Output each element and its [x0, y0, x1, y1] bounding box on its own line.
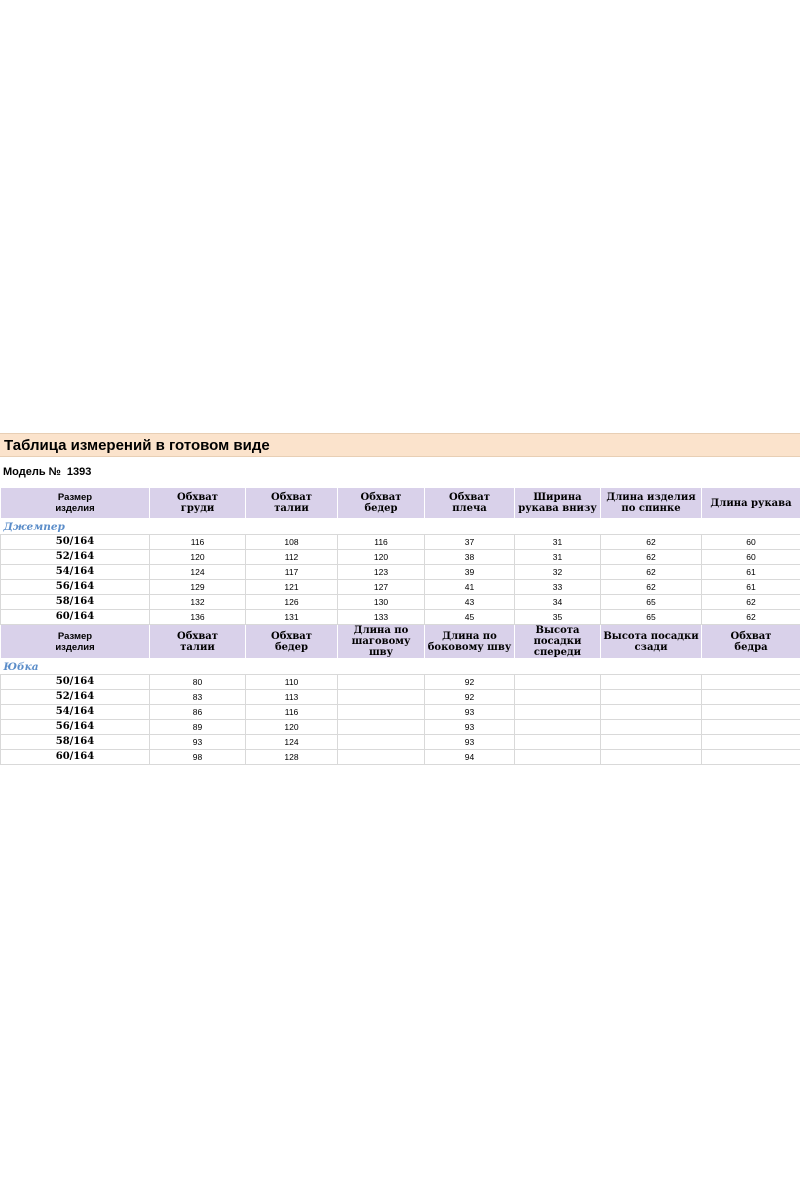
header-line: Обхват	[730, 630, 772, 642]
jumper-header-cell	[338, 488, 425, 519]
value-cell	[338, 720, 425, 735]
value-cell: 116	[246, 705, 338, 720]
jumper-header-cell	[515, 488, 601, 519]
header-line: рукава внизу	[518, 503, 597, 514]
table-row	[1, 720, 800, 735]
value-cell: 43	[425, 595, 515, 610]
value-cell: 116	[338, 535, 425, 550]
value-cell	[702, 735, 800, 750]
value-cell: 121	[246, 580, 338, 595]
header-line: спереди	[533, 647, 582, 658]
skirt-header-row	[1, 625, 800, 659]
value-cell	[515, 735, 601, 750]
header-line: талии	[180, 641, 215, 653]
skirt-header-cell	[702, 625, 800, 659]
value-cell: 65	[601, 595, 702, 610]
header-line: боковому шву	[427, 641, 512, 653]
table-row	[1, 580, 800, 595]
value-cell: 120	[150, 550, 246, 565]
table-row	[1, 565, 800, 580]
value-cell: 60	[702, 535, 800, 550]
header-line: Размер	[57, 630, 93, 642]
header-line: Обхват	[177, 492, 218, 503]
value-cell: 112	[246, 550, 338, 565]
header-line: Высота посадки	[533, 625, 582, 647]
value-cell: 62	[702, 610, 800, 625]
value-cell: 124	[150, 565, 246, 580]
size-cell: 60/164	[1, 610, 150, 625]
model-number: 1393	[66, 466, 92, 478]
skirt-header-cell	[601, 625, 702, 659]
value-cell	[601, 705, 702, 720]
header-line: шаговому шву	[351, 636, 411, 658]
table-row	[1, 750, 800, 765]
size-cell: 52/164	[1, 550, 150, 565]
header-line: Длина по	[442, 630, 497, 642]
value-cell: 35	[515, 610, 601, 625]
value-cell: 98	[150, 750, 246, 765]
value-cell: 130	[338, 595, 425, 610]
value-cell: 61	[702, 565, 800, 580]
skirt-header-cell	[338, 625, 425, 659]
value-cell: 60	[702, 550, 800, 565]
jumper-header-cell	[702, 488, 800, 519]
value-cell: 136	[150, 610, 246, 625]
value-cell	[338, 705, 425, 720]
header-line: Длина по	[353, 625, 409, 636]
size-cell: 50/164	[1, 675, 150, 690]
value-cell	[515, 750, 601, 765]
model-line	[0, 457, 800, 487]
skirt-header-cell	[246, 625, 338, 659]
value-cell: 133	[338, 610, 425, 625]
value-cell	[338, 750, 425, 765]
value-cell	[515, 675, 601, 690]
value-cell: 62	[601, 550, 702, 565]
size-cell: 58/164	[1, 595, 150, 610]
value-cell: 129	[150, 580, 246, 595]
size-cell: 54/164	[1, 705, 150, 720]
skirt-section-row	[1, 659, 800, 675]
value-cell: 132	[150, 595, 246, 610]
size-cell: 50/164	[1, 535, 150, 550]
value-cell	[515, 720, 601, 735]
header-line: груди	[180, 503, 215, 514]
sheet-title: Таблица измерений в готовом виде	[0, 433, 800, 457]
value-cell: 62	[702, 595, 800, 610]
value-cell: 113	[246, 690, 338, 705]
skirt-header-cell	[515, 625, 601, 659]
value-cell: 108	[246, 535, 338, 550]
value-cell: 124	[246, 735, 338, 750]
value-cell	[515, 690, 601, 705]
value-cell	[601, 750, 702, 765]
table-row	[1, 610, 800, 625]
jumper-header-cell	[425, 488, 515, 519]
measurement-sheet	[0, 433, 800, 765]
table-row	[1, 690, 800, 705]
header-line: бедра	[734, 641, 768, 653]
value-cell: 38	[425, 550, 515, 565]
jumper-header-row	[1, 488, 800, 519]
header-line: Размер	[57, 492, 93, 503]
value-cell: 117	[246, 565, 338, 580]
jumper-section-label: Джемпер	[1, 519, 800, 535]
value-cell: 31	[515, 535, 601, 550]
jumper-header-cell	[1, 488, 150, 519]
value-cell	[338, 735, 425, 750]
value-cell	[702, 720, 800, 735]
value-cell	[338, 675, 425, 690]
value-cell: 92	[425, 675, 515, 690]
value-cell: 39	[425, 565, 515, 580]
header-line: Обхват	[271, 630, 312, 642]
header-line: Высота посадки	[603, 630, 699, 642]
value-cell: 83	[150, 690, 246, 705]
value-cell: 131	[246, 610, 338, 625]
header-line: Ширина	[533, 492, 582, 503]
model-label: Модель №	[3, 466, 61, 478]
value-cell: 61	[702, 580, 800, 595]
value-cell: 93	[425, 720, 515, 735]
value-cell: 37	[425, 535, 515, 550]
value-cell: 41	[425, 580, 515, 595]
value-cell: 86	[150, 705, 246, 720]
header-line: по спинке	[621, 503, 681, 514]
header-line: бедер	[364, 503, 398, 514]
value-cell: 32	[515, 565, 601, 580]
size-cell: 52/164	[1, 690, 150, 705]
value-cell: 80	[150, 675, 246, 690]
size-cell: 58/164	[1, 735, 150, 750]
value-cell: 62	[601, 535, 702, 550]
value-cell	[702, 690, 800, 705]
size-cell: 56/164	[1, 720, 150, 735]
skirt-section-label: Юбка	[1, 659, 800, 675]
value-cell: 33	[515, 580, 601, 595]
table-row	[1, 735, 800, 750]
value-cell: 126	[246, 595, 338, 610]
value-cell: 93	[425, 735, 515, 750]
header-line: бедер	[274, 641, 309, 653]
value-cell: 65	[601, 610, 702, 625]
header-line: изделия	[55, 503, 95, 514]
value-cell: 116	[150, 535, 246, 550]
value-cell	[338, 690, 425, 705]
header-line: сзади	[634, 641, 668, 653]
jumper-header-cell	[246, 488, 338, 519]
value-cell: 62	[601, 580, 702, 595]
size-cell: 56/164	[1, 580, 150, 595]
skirt-header-cell	[425, 625, 515, 659]
header-line: Длина изделия	[606, 492, 696, 503]
value-cell	[601, 675, 702, 690]
value-cell: 93	[425, 705, 515, 720]
table-row	[1, 595, 800, 610]
header-line: Обхват	[271, 492, 312, 503]
value-cell: 31	[515, 550, 601, 565]
value-cell	[515, 705, 601, 720]
header-line: Обхват	[360, 492, 402, 503]
table-row	[1, 535, 800, 550]
header-line: плеча	[452, 503, 487, 514]
value-cell: 62	[601, 565, 702, 580]
value-cell: 128	[246, 750, 338, 765]
value-cell	[702, 675, 800, 690]
header-line: Обхват	[449, 492, 490, 503]
value-cell: 120	[338, 550, 425, 565]
header-line: талии	[274, 503, 309, 514]
jumper-header-cell	[150, 488, 246, 519]
value-cell: 93	[150, 735, 246, 750]
header-line: изделия	[55, 641, 95, 653]
value-cell: 123	[338, 565, 425, 580]
value-cell	[601, 720, 702, 735]
value-cell	[601, 690, 702, 705]
jumper-section-row	[1, 519, 800, 535]
value-cell: 45	[425, 610, 515, 625]
skirt-header-cell	[150, 625, 246, 659]
table-row	[1, 705, 800, 720]
value-cell	[702, 750, 800, 765]
jumper-header-cell	[601, 488, 702, 519]
value-cell: 92	[425, 690, 515, 705]
value-cell: 89	[150, 720, 246, 735]
size-cell: 54/164	[1, 565, 150, 580]
header-line: Обхват	[177, 630, 218, 642]
value-cell: 127	[338, 580, 425, 595]
value-cell: 94	[425, 750, 515, 765]
measurement-table	[0, 487, 800, 765]
size-cell: 60/164	[1, 750, 150, 765]
header-line: Длина рукава	[710, 497, 792, 509]
table-row	[1, 675, 800, 690]
value-cell	[601, 735, 702, 750]
table-row	[1, 550, 800, 565]
value-cell: 120	[246, 720, 338, 735]
value-cell: 34	[515, 595, 601, 610]
value-cell	[702, 705, 800, 720]
value-cell: 110	[246, 675, 338, 690]
skirt-header-cell	[1, 625, 150, 659]
